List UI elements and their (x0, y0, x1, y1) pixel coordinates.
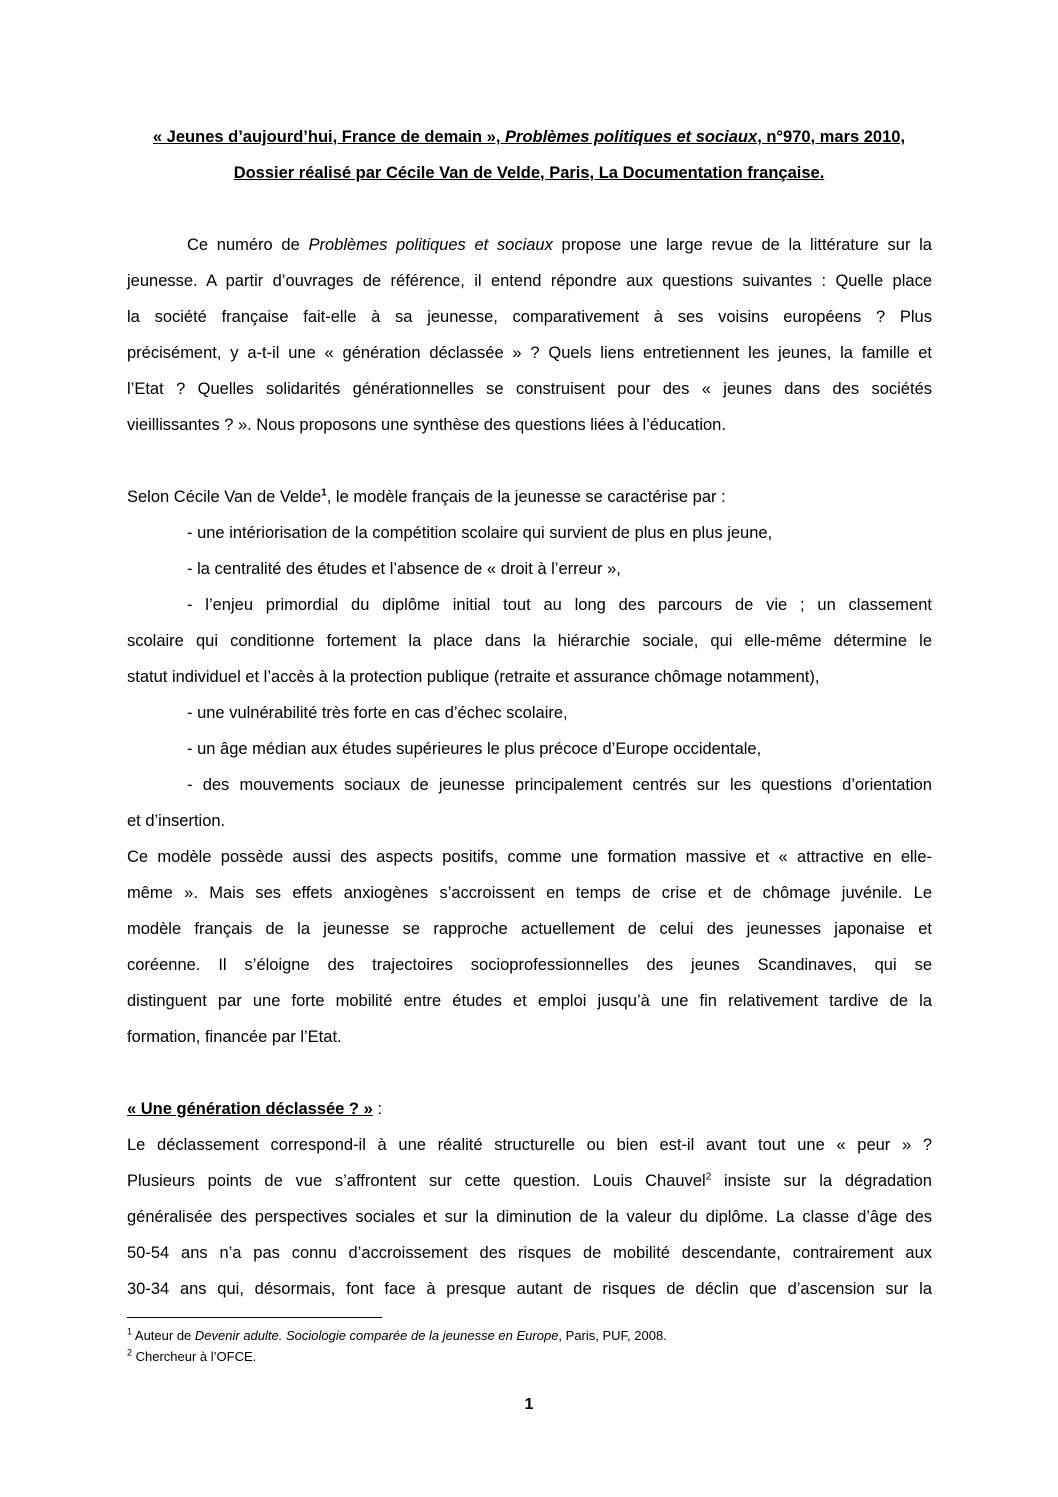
intro-line-3: la société française fait-elle à sa jeunesse, comparativement à ses voisins européens ? Plus (127, 308, 932, 326)
section-heading-colon: : (372, 1100, 382, 1118)
title-period: . (819, 164, 825, 182)
model-bullet-1: - une intériorisation de la compétition scolaire qui survient de plus en plus jeune, (187, 524, 773, 542)
model-bullet-5: - un âge médian aux études supérieures le plus précoce d’Europe occidentale, (187, 740, 762, 758)
footnote-2-number: 2 (127, 1347, 133, 1358)
section-line-1: Le déclassement correspond-il à une réalité structurelle ou bien est-il avant tout une « peur » ? (127, 1136, 932, 1154)
intro-line-1 (187, 233, 932, 257)
model-para-line-6: formation, financée par l’Etat. (127, 1028, 342, 1046)
model-bullet-6-line-2: et d’insertion. (127, 812, 226, 830)
footnote-2-text: Chercheur à l’OFCE. (132, 1349, 257, 1364)
model-bullet-6-line-1: - des mouvements sociaux de jeunesse principalement centrés sur les questions d’orientation (187, 776, 932, 794)
footnote-1-text: , Paris, PUF, 2008. (558, 1328, 667, 1343)
section-heading-text: « Une génération déclassée ? » (127, 1100, 373, 1118)
footnote-1-book-title: Devenir adulte. Sociologie comparée de la jeunesse en Europe (194, 1328, 559, 1343)
model-para-line-3: modèle français de la jeunesse se rapproche actuellement de celui des jeunesses japonaise et (127, 920, 932, 938)
model-bullet-3-line-2: scolaire qui conditionne fortement la place dans la hiérarchie sociale, qui elle-même détermine le (127, 632, 932, 650)
footnote-1 (127, 1327, 667, 1345)
intro-text: propose une large revue de la littérature sur la (552, 236, 932, 254)
page-number: 1 (524, 1396, 534, 1413)
title-text: « Jeunes d’aujourd’hui, France de demain », (152, 128, 506, 146)
footnote-1-number: 1 (127, 1326, 133, 1337)
model-para-line-4: coréenne. Il s’éloigne des trajectoires socioprofessionnelles des jeunes Scandinaves, qui se (127, 956, 932, 974)
model-para-line-1: Ce modèle possède aussi des aspects positifs, comme une formation massive et « attractive en elle- (127, 848, 932, 866)
model-bullet-3-line-1: - l’enjeu primordial du diplôme initial tout au long des parcours de vie ; un classement (187, 596, 932, 614)
intro-line-4: précisément, y a-t-il une « génération déclassée » ? Quels liens entretiennent les jeunes, la famille et (127, 344, 932, 362)
intro-journal: Problèmes politiques et sociaux (308, 236, 553, 254)
model-lead (127, 485, 932, 509)
section-heading (127, 1097, 932, 1121)
document-title-line-1 (100, 125, 958, 149)
section-line-4: 50-54 ans n’a pas connu d’accroissement des risques de mobilité descendante, contrairement aux (127, 1244, 932, 1262)
footnote-separator (127, 1317, 382, 1318)
model-para-line-5: distinguent par une forte mobilité entre études et emploi jusqu’à une fin relativement tardive de la (127, 992, 932, 1010)
footnote-1-text: Auteur de (132, 1328, 195, 1343)
intro-text: Ce numéro de (187, 236, 309, 254)
model-lead-text: , le modèle français de la jeunesse se caractérise par : (326, 488, 726, 506)
title-journal: Problèmes politiques et sociaux (505, 128, 758, 146)
intro-line-5: l’Etat ? Quelles solidarités générationnelles se construisent pour des « jeunes dans des sociétés (127, 380, 932, 398)
section-line-2 (127, 1169, 932, 1193)
section-line-5: 30-34 ans qui, désormais, font face à presque autant de risques de déclin que d’ascension sur la (127, 1280, 932, 1298)
document-title-line-2 (100, 161, 958, 185)
title-issue: , n°970, mars 2010, (757, 128, 906, 146)
model-bullet-3-line-3: statut individuel et l’accès à la protection publique (retraite et assurance chômage notamment), (127, 668, 820, 686)
model-bullet-2: - la centralité des études et l’absence de « droit à l’erreur », (187, 560, 621, 578)
footnote-2 (127, 1348, 256, 1366)
title-author: Dossier réalisé par Cécile Van de Velde, Paris, La Documentation française (233, 164, 820, 182)
section-text: Plusieurs points de vue s’affrontent sur cette question. Louis Chauvel (127, 1172, 706, 1190)
footnote-ref-2[interactable]: 2 (705, 1171, 712, 1183)
intro-line-2: jeunesse. A partir d’ouvrages de référence, il entend répondre aux questions suivantes : Quelle place (127, 272, 932, 290)
intro-line-6: vieillissantes ? ». Nous proposons une synthèse des questions liées à l’éducation. (127, 416, 726, 434)
model-para-line-2: même ». Mais ses effets anxiogènes s’accroissent en temps de crise et de chômage juvénile. Le (127, 884, 932, 902)
model-lead-text: Selon Cécile Van de Velde (127, 488, 322, 506)
footnote-ref-1[interactable]: 1 (321, 487, 327, 499)
section-text: insiste sur la dégradation (711, 1172, 932, 1190)
section-line-3: généralisée des perspectives sociales et sur la diminution de la valeur du diplôme. La classe d’âge des (127, 1208, 932, 1226)
model-bullet-4: - une vulnérabilité très forte en cas d’échec scolaire, (187, 704, 568, 722)
